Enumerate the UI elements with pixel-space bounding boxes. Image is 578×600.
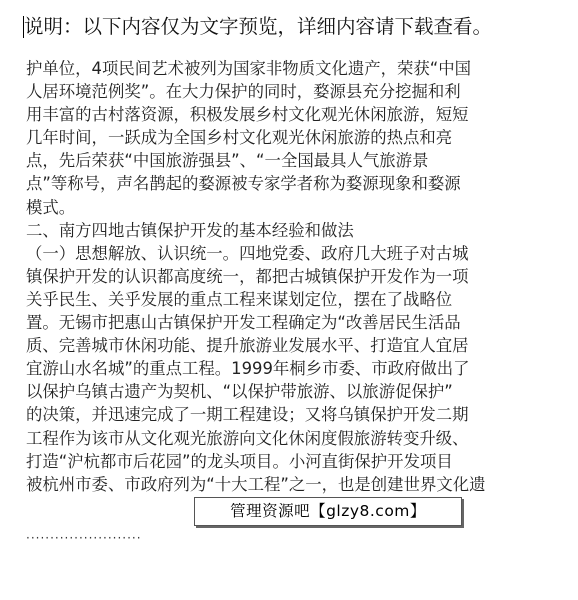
text-line: 用丰富的古村落资源，积极发展乡村文化观光休闲旅游，短短	[26, 105, 469, 125]
text-line: 人居环境范例奖”。在大力保护的同时，婺源县充分挖掘和利	[26, 82, 461, 102]
text-line: 镇保护开发的认识都高度统一，都把古城镇保护开发作为一项	[26, 266, 469, 286]
text-line: 工程作为该市从文化观光旅游向文化休闲度假旅游转变升级、	[26, 428, 469, 448]
section-heading: 二、南方四地古镇保护开发的基本经验和做法	[26, 220, 354, 240]
text-line: 置。无锡市把惠山古镇保护开发工程确定为“改善居民生活品	[26, 313, 461, 333]
text-line: 点”等称号，声名鹊起的婺源被专家学者称为婺源现象和婺源	[26, 174, 461, 194]
text-line: 打造“沪杭都市后花园”的龙头项目。小河直街保护开发项目	[26, 451, 453, 471]
text-line: 关乎民生、关乎发展的重点工程来谋划定位，摆在了战略位	[26, 289, 453, 309]
text-line: 宜游山水名城”的重点工程。1999年桐乡市委、市政府做出了	[26, 359, 470, 379]
text-line: 护单位，4项民间艺术被列为国家非物质文化遗产，荣获“中国	[26, 59, 472, 78]
text-line: 以保护乌镇古遗产为契机、“以保护带旅游、以旅游促保护”	[26, 382, 453, 402]
text-cursor	[23, 16, 24, 38]
watermark-banner: 管理资源吧【glzy8.com】	[194, 497, 462, 526]
text-line: 模式。	[26, 197, 76, 217]
text-line: 几年时间，一跃成为全国乡村文化观光休闲旅游的热点和亮	[26, 128, 453, 148]
text-line: 的决策，并迅速完成了一期工程建设；又将乌镇保护开发二期	[26, 405, 469, 425]
text-line: 点，先后荣获“中国旅游强县”、“一全国最具人气旅游景	[26, 151, 429, 171]
document-body	[26, 57, 554, 496]
text-line: 质、完善城市休闲功能、提升旅游业发展水平、打造宜人宜居	[26, 336, 469, 356]
preview-notice	[0, 14, 578, 40]
truncation-ellipsis: ························	[26, 531, 142, 545]
text-line: 被杭州市委、市政府列为“十大工程”之一，也是创建世界文化遗	[26, 474, 486, 494]
preview-notice-text: 说明：以下内容仅为文字预览，详细内容请下载查看。	[24, 15, 493, 38]
text-line: （一）思想解放、认识统一。四地党委、政府几大班子对古城	[26, 243, 469, 263]
